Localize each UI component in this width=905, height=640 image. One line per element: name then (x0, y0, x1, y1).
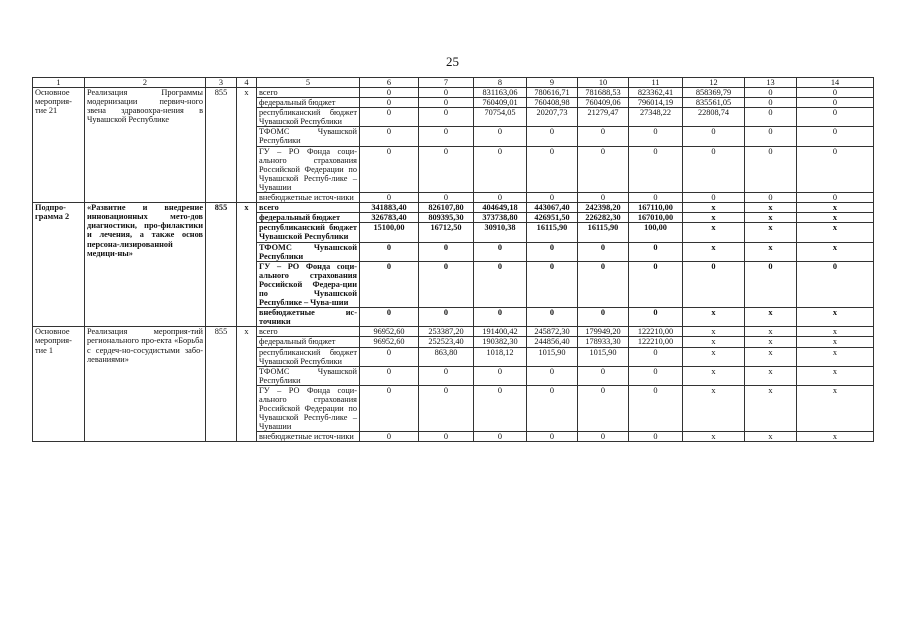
funding-table (32, 77, 874, 442)
value-cell: x (683, 242, 745, 261)
value-cell: x (745, 203, 797, 213)
value-cell: 0 (527, 308, 578, 327)
value-cell: x (745, 242, 797, 261)
value-cell: 858369,79 (683, 88, 745, 98)
page-number: 25 (446, 54, 459, 69)
value-cell: 0 (578, 261, 629, 307)
value-cell: 0 (745, 127, 797, 146)
value-cell: 0 (360, 347, 419, 366)
value-cell: x (797, 385, 874, 431)
value-cell: 0 (629, 193, 683, 203)
column-header: 9 (527, 78, 578, 88)
value-cell: x (683, 327, 745, 337)
value-cell: 426951,50 (527, 213, 578, 223)
value-cell: 0 (578, 146, 629, 192)
marker-cell: x (237, 327, 257, 442)
funding-source-cell: федеральный бюджет (257, 337, 360, 347)
column-header: 8 (474, 78, 527, 88)
value-cell: 0 (527, 146, 578, 192)
value-cell: x (745, 337, 797, 347)
value-cell: 0 (360, 261, 419, 307)
value-cell: 0 (419, 432, 474, 442)
value-cell: x (683, 223, 745, 242)
funding-source-cell: внебюджетные источ-ники (257, 193, 360, 203)
value-cell: 0 (360, 385, 419, 431)
value-cell: 167110,00 (629, 203, 683, 213)
marker-cell: x (237, 203, 257, 327)
value-cell: 0 (474, 127, 527, 146)
column-number-row (33, 78, 874, 88)
value-cell: x (683, 347, 745, 366)
table-row (33, 327, 874, 337)
value-cell: 0 (629, 242, 683, 261)
funding-source-cell: республиканский бюджет Чувашской Республики (257, 347, 360, 366)
value-cell: x (745, 366, 797, 385)
value-cell: 0 (360, 432, 419, 442)
value-cell: x (797, 347, 874, 366)
value-cell: 0 (683, 127, 745, 146)
value-cell: 1015,90 (578, 347, 629, 366)
funding-source-cell: ТФОМС Чувашской Республики (257, 366, 360, 385)
value-cell: 0 (419, 88, 474, 98)
value-cell: 30910,38 (474, 223, 527, 242)
value-cell: 0 (629, 432, 683, 442)
value-cell: 760408,98 (527, 98, 578, 108)
value-cell: 0 (629, 366, 683, 385)
column-header: 1 (33, 78, 85, 88)
value-cell: 781688,53 (578, 88, 629, 98)
value-cell: 0 (578, 385, 629, 431)
table-row (33, 88, 874, 98)
value-cell: 122210,00 (629, 337, 683, 347)
funding-source-cell: внебюджетные ис-точники (257, 308, 360, 327)
value-cell: 0 (419, 146, 474, 192)
value-cell: 0 (578, 366, 629, 385)
value-cell: 15100,00 (360, 223, 419, 242)
value-cell: x (745, 308, 797, 327)
value-cell: 0 (419, 308, 474, 327)
funding-source-cell: республиканский бюджет Чувашской Республики (257, 223, 360, 242)
value-cell: 0 (474, 261, 527, 307)
value-cell: 0 (419, 98, 474, 108)
value-cell: 0 (419, 261, 474, 307)
column-header: 7 (419, 78, 474, 88)
marker-cell: x (237, 88, 257, 203)
value-cell: 0 (797, 261, 874, 307)
value-cell: 0 (360, 127, 419, 146)
value-cell: 190382,30 (474, 337, 527, 347)
value-cell: 0 (683, 193, 745, 203)
activity-name-cell: Основное мероприя-тие 21 (33, 88, 85, 203)
value-cell: 0 (360, 146, 419, 192)
table-body (33, 88, 874, 442)
value-cell: 0 (527, 127, 578, 146)
value-cell: 0 (474, 385, 527, 431)
value-cell: 0 (419, 127, 474, 146)
value-cell: 0 (578, 193, 629, 203)
column-header: 5 (257, 78, 360, 88)
value-cell: 191400,42 (474, 327, 527, 337)
value-cell: 252523,40 (419, 337, 474, 347)
value-cell: 70754,05 (474, 108, 527, 127)
value-cell: x (797, 327, 874, 337)
value-cell: 0 (797, 127, 874, 146)
value-cell: 809395,30 (419, 213, 474, 223)
value-cell: 0 (629, 127, 683, 146)
value-cell: 0 (360, 98, 419, 108)
funding-source-cell: ТФОМС Чувашской Республики (257, 242, 360, 261)
value-cell: 0 (360, 193, 419, 203)
funding-source-cell: ГУ – РО Фонда соци-ального страхования Российской Федерации по Чувашской Респуб-лике – Чувашии (257, 385, 360, 431)
value-cell: 0 (527, 261, 578, 307)
value-cell: 253387,20 (419, 327, 474, 337)
activity-description-cell: Реализация мероприя-тий регионального про-екта «Борьба с сердеч-но-сосудистыми забо-леваниями» (85, 327, 206, 442)
value-cell: 0 (745, 98, 797, 108)
value-cell: 242398,20 (578, 203, 629, 213)
funding-source-cell: всего (257, 203, 360, 213)
table-row (33, 203, 874, 213)
value-cell: x (797, 432, 874, 442)
value-cell: 0 (578, 127, 629, 146)
value-cell: x (797, 366, 874, 385)
value-cell: x (683, 385, 745, 431)
column-header: 6 (360, 78, 419, 88)
column-header: 10 (578, 78, 629, 88)
value-cell: 0 (474, 308, 527, 327)
value-cell: 0 (797, 193, 874, 203)
value-cell: 20207,73 (527, 108, 578, 127)
funding-source-cell: ГУ – РО Фонда соци-ального страхования Российской Федера-ции по Чувашской Республике – Чува-шии (257, 261, 360, 307)
value-cell: 760409,01 (474, 98, 527, 108)
value-cell: x (683, 213, 745, 223)
value-cell: x (797, 213, 874, 223)
value-cell: 0 (419, 366, 474, 385)
value-cell: 0 (629, 308, 683, 327)
value-cell: 373738,80 (474, 213, 527, 223)
value-cell: x (797, 242, 874, 261)
value-cell: 0 (745, 88, 797, 98)
value-cell: 178933,30 (578, 337, 629, 347)
value-cell: 100,00 (629, 223, 683, 242)
value-cell: 0 (474, 193, 527, 203)
value-cell: 0 (797, 108, 874, 127)
value-cell: x (745, 213, 797, 223)
value-cell: 0 (797, 88, 874, 98)
value-cell: 0 (360, 366, 419, 385)
value-cell: 0 (527, 193, 578, 203)
funding-source-cell: республиканский бюджет Чувашской Республики (257, 108, 360, 127)
value-cell: 27348,22 (629, 108, 683, 127)
value-cell: 0 (360, 308, 419, 327)
funding-source-cell: всего (257, 327, 360, 337)
value-cell: 443067,40 (527, 203, 578, 213)
code-cell: 855 (206, 203, 237, 327)
value-cell: 0 (360, 242, 419, 261)
value-cell: 0 (419, 193, 474, 203)
column-header: 11 (629, 78, 683, 88)
value-cell: 0 (419, 385, 474, 431)
value-cell: 0 (527, 366, 578, 385)
code-cell: 855 (206, 327, 237, 442)
value-cell: 0 (474, 146, 527, 192)
value-cell: 0 (745, 261, 797, 307)
value-cell: x (683, 308, 745, 327)
value-cell: 780616,71 (527, 88, 578, 98)
funding-source-cell: федеральный бюджет (257, 98, 360, 108)
value-cell: 0 (578, 242, 629, 261)
value-cell: 835561,05 (683, 98, 745, 108)
value-cell: 0 (419, 242, 474, 261)
value-cell: 0 (474, 242, 527, 261)
column-header: 13 (745, 78, 797, 88)
value-cell: 122210,00 (629, 327, 683, 337)
value-cell: x (797, 308, 874, 327)
column-header: 14 (797, 78, 874, 88)
activity-description-cell: Реализация Программы модернизации первич-ного звена здравоохра-нения в Чувашской Республике (85, 88, 206, 203)
value-cell: x (683, 366, 745, 385)
value-cell: x (683, 432, 745, 442)
value-cell: 0 (419, 108, 474, 127)
funding-source-cell: федеральный бюджет (257, 213, 360, 223)
funding-source-cell: ГУ – РО Фонда соци-ального страхования Российской Федерации по Чувашской Респуб-лике – Чувашии (257, 146, 360, 192)
value-cell: 21279,47 (578, 108, 629, 127)
value-cell: x (745, 347, 797, 366)
value-cell: x (797, 337, 874, 347)
value-cell: 0 (360, 108, 419, 127)
value-cell: 0 (797, 98, 874, 108)
value-cell: x (797, 203, 874, 213)
value-cell: 167010,00 (629, 213, 683, 223)
value-cell: 1018,12 (474, 347, 527, 366)
column-header: 3 (206, 78, 237, 88)
value-cell: x (683, 337, 745, 347)
value-cell: x (745, 223, 797, 242)
value-cell: 0 (360, 88, 419, 98)
value-cell: 0 (683, 261, 745, 307)
value-cell: 0 (474, 432, 527, 442)
value-cell: 244856,40 (527, 337, 578, 347)
value-cell: 0 (527, 432, 578, 442)
value-cell: 796014,19 (629, 98, 683, 108)
value-cell: 245872,30 (527, 327, 578, 337)
value-cell: 0 (797, 146, 874, 192)
column-header: 2 (85, 78, 206, 88)
activity-description-cell: «Развитие и внедрение инновационных мето-дов диагностики, про-филактики и лечения, а также основ персона-лизированной медици-ны» (85, 203, 206, 327)
value-cell: x (745, 327, 797, 337)
value-cell: 760409,06 (578, 98, 629, 108)
value-cell: 1015,90 (527, 347, 578, 366)
value-cell: x (745, 432, 797, 442)
value-cell: 0 (527, 385, 578, 431)
column-header: 4 (237, 78, 257, 88)
value-cell: 0 (745, 146, 797, 192)
value-cell: 0 (745, 108, 797, 127)
value-cell: 823362,41 (629, 88, 683, 98)
activity-name-cell: Основное мероприя-тие 1 (33, 327, 85, 442)
funding-source-cell: всего (257, 88, 360, 98)
value-cell: 16712,50 (419, 223, 474, 242)
value-cell: 326783,40 (360, 213, 419, 223)
value-cell: x (683, 203, 745, 213)
value-cell: 0 (629, 261, 683, 307)
value-cell: 831163,06 (474, 88, 527, 98)
value-cell: 0 (629, 146, 683, 192)
value-cell: 0 (629, 385, 683, 431)
value-cell: 16115,90 (527, 223, 578, 242)
value-cell: 341883,40 (360, 203, 419, 213)
value-cell: 96952,60 (360, 337, 419, 347)
funding-source-cell: ТФОМС Чувашской Республики (257, 127, 360, 146)
value-cell: 96952,60 (360, 327, 419, 337)
value-cell: 0 (629, 347, 683, 366)
value-cell: 226282,30 (578, 213, 629, 223)
value-cell: 16115,90 (578, 223, 629, 242)
funding-source-cell: внебюджетные источ-ники (257, 432, 360, 442)
code-cell: 855 (206, 88, 237, 203)
value-cell: x (745, 385, 797, 431)
column-header: 12 (683, 78, 745, 88)
value-cell: 0 (578, 432, 629, 442)
value-cell: 826107,80 (419, 203, 474, 213)
value-cell: 863,80 (419, 347, 474, 366)
value-cell: 0 (578, 308, 629, 327)
value-cell: 0 (474, 366, 527, 385)
value-cell: x (797, 223, 874, 242)
value-cell: 404649,18 (474, 203, 527, 213)
value-cell: 22808,74 (683, 108, 745, 127)
value-cell: 0 (683, 146, 745, 192)
value-cell: 179949,20 (578, 327, 629, 337)
value-cell: 0 (745, 193, 797, 203)
activity-name-cell: Подпро-грамма 2 (33, 203, 85, 327)
value-cell: 0 (527, 242, 578, 261)
